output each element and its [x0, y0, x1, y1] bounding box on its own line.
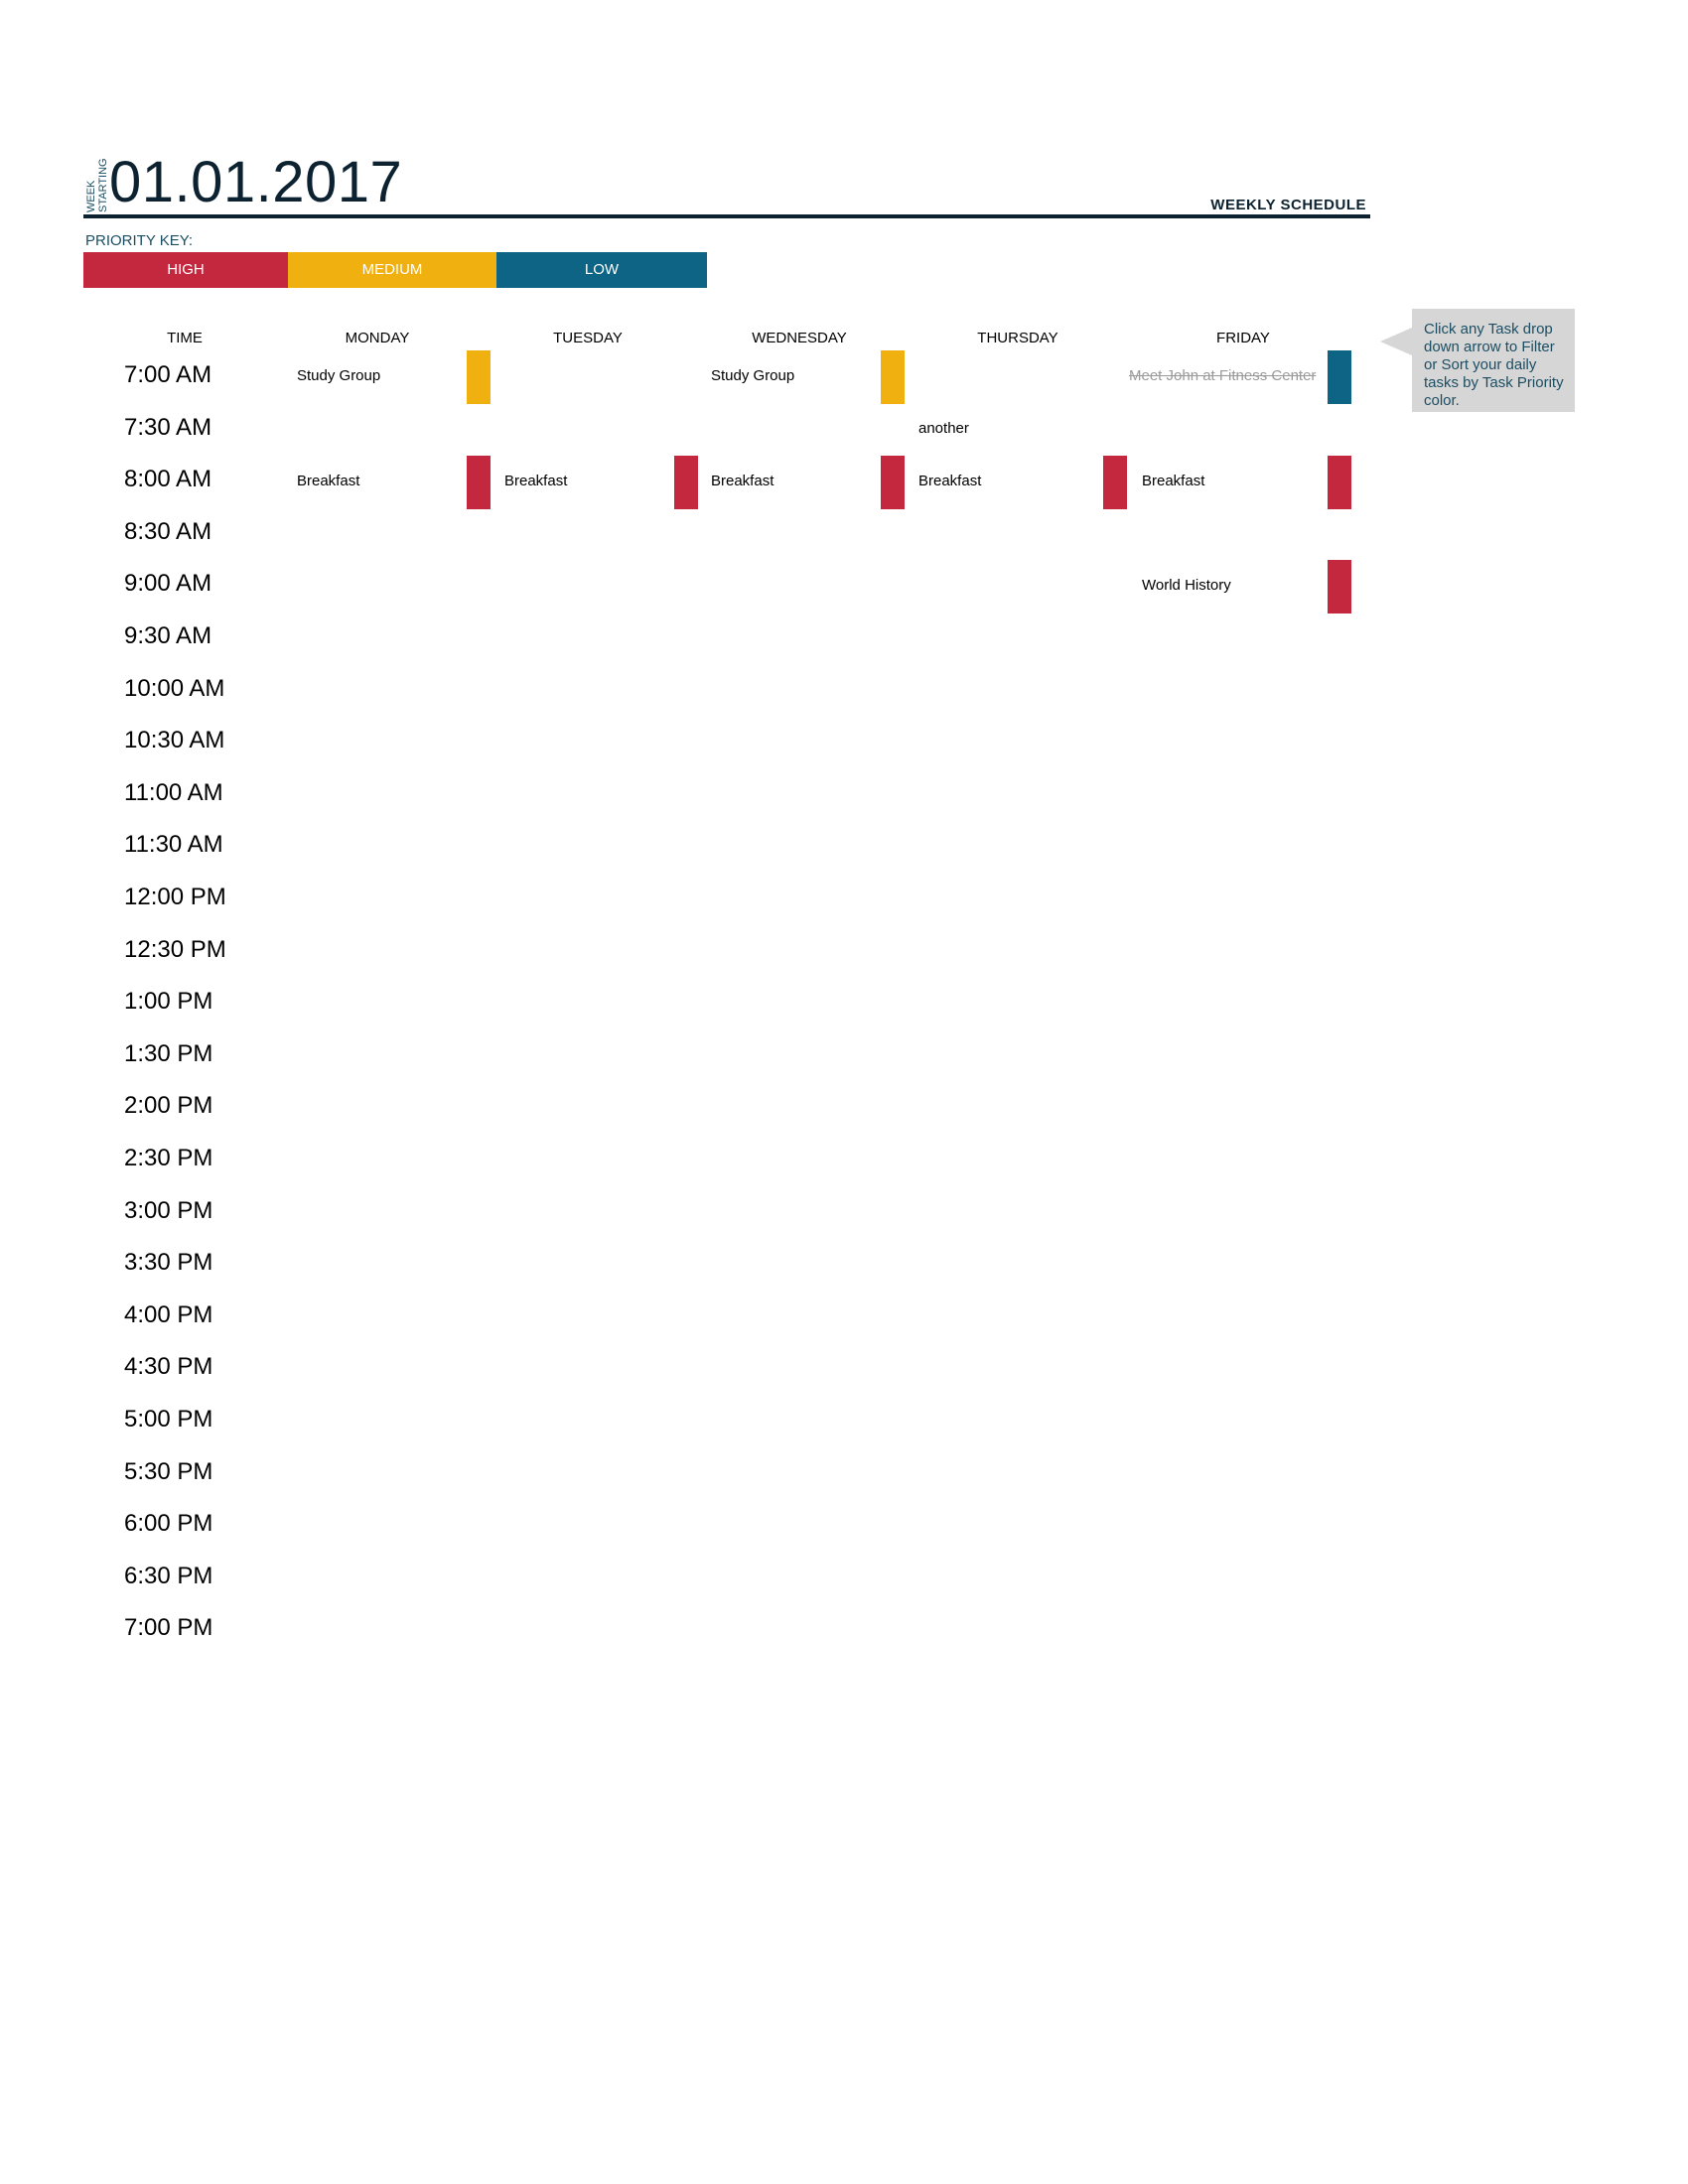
time-slot: 9:00 AM	[124, 570, 212, 598]
priority-marker-friday-900	[1328, 560, 1351, 614]
time-slot: 7:00 PM	[124, 1614, 213, 1642]
time-slot: 2:30 PM	[124, 1145, 213, 1171]
time-slot: 4:00 PM	[124, 1300, 213, 1328]
time-slot: 10:30 AM	[124, 727, 225, 754]
priority-key-label: PRIORITY KEY:	[85, 232, 194, 249]
column-header-wednesday[interactable]: WEDNESDAY	[752, 330, 847, 346]
column-header-tuesday[interactable]: TUESDAY	[553, 330, 623, 346]
time-slot: 6:30 PM	[124, 1562, 213, 1589]
time-slot: 5:00 PM	[124, 1406, 213, 1433]
priority-marker-wednesday-700	[881, 350, 905, 404]
tip-callout-arrow	[1380, 328, 1412, 355]
task-friday-900[interactable]: World History	[1142, 577, 1231, 594]
time-slot: 1:00 PM	[124, 988, 213, 1016]
column-header-monday[interactable]: MONDAY	[345, 330, 410, 346]
time-slot: 12:30 PM	[124, 935, 226, 963]
priority-key-medium: MEDIUM	[288, 252, 496, 288]
time-slot: 7:30 AM	[124, 413, 212, 441]
task-friday-800[interactable]: Breakfast	[1142, 473, 1205, 489]
task-thursday-800[interactable]: Breakfast	[918, 473, 982, 489]
tip-callout: Click any Task drop down arrow to Filter or Sort your daily tasks by Task Priority color.	[1412, 309, 1575, 412]
column-header-thursday[interactable]: THURSDAY	[977, 330, 1058, 346]
priority-marker-friday-700	[1328, 350, 1351, 404]
time-slot: 2:00 PM	[124, 1092, 213, 1120]
time-slot: 11:30 AM	[124, 831, 223, 859]
time-slot: 8:30 AM	[124, 517, 212, 545]
schedule-title: WEEKLY SCHEDULE	[1210, 197, 1366, 213]
task-wednesday-800[interactable]: Breakfast	[711, 473, 774, 489]
priority-marker-wednesday-800	[881, 456, 905, 509]
time-slot: 8:00 AM	[124, 466, 212, 493]
priority-marker-friday-800	[1328, 456, 1351, 509]
time-slot: 3:00 PM	[124, 1196, 213, 1224]
time-slot: 6:00 PM	[124, 1510, 213, 1538]
time-slot: 9:30 AM	[124, 622, 212, 649]
time-slot: 12:00 PM	[124, 884, 226, 910]
priority-marker-monday-800	[467, 456, 491, 509]
column-header-time[interactable]: TIME	[167, 330, 203, 346]
time-slot: 1:30 PM	[124, 1039, 213, 1067]
priority-key-low: LOW	[496, 252, 707, 288]
task-tuesday-800[interactable]: Breakfast	[504, 473, 568, 489]
task-thursday-730[interactable]: another	[918, 420, 969, 437]
time-slot: 11:00 AM	[124, 778, 223, 806]
priority-marker-thursday-800	[1103, 456, 1127, 509]
task-monday-800[interactable]: Breakfast	[297, 473, 360, 489]
priority-marker-tuesday-800	[674, 456, 698, 509]
week-label-line2: STARTING	[97, 158, 109, 212]
time-slot: 5:30 PM	[124, 1457, 213, 1485]
time-slot: 7:00 AM	[124, 361, 212, 388]
header-divider	[83, 214, 1370, 218]
task-wednesday-700[interactable]: Study Group	[711, 367, 795, 384]
time-slot: 3:30 PM	[124, 1249, 213, 1277]
task-monday-700[interactable]: Study Group	[297, 367, 381, 384]
priority-marker-monday-700	[467, 350, 491, 404]
column-header-friday[interactable]: FRIDAY	[1216, 330, 1270, 346]
week-start-date[interactable]: 01.01.2017	[109, 150, 403, 214]
task-friday-700[interactable]: Meet John at Fitness Center	[1129, 367, 1317, 384]
time-slot: 4:30 PM	[124, 1353, 213, 1381]
priority-key-high: HIGH	[83, 252, 288, 288]
week-label-line1: WEEK	[85, 180, 97, 212]
time-slot: 10:00 AM	[124, 674, 225, 702]
